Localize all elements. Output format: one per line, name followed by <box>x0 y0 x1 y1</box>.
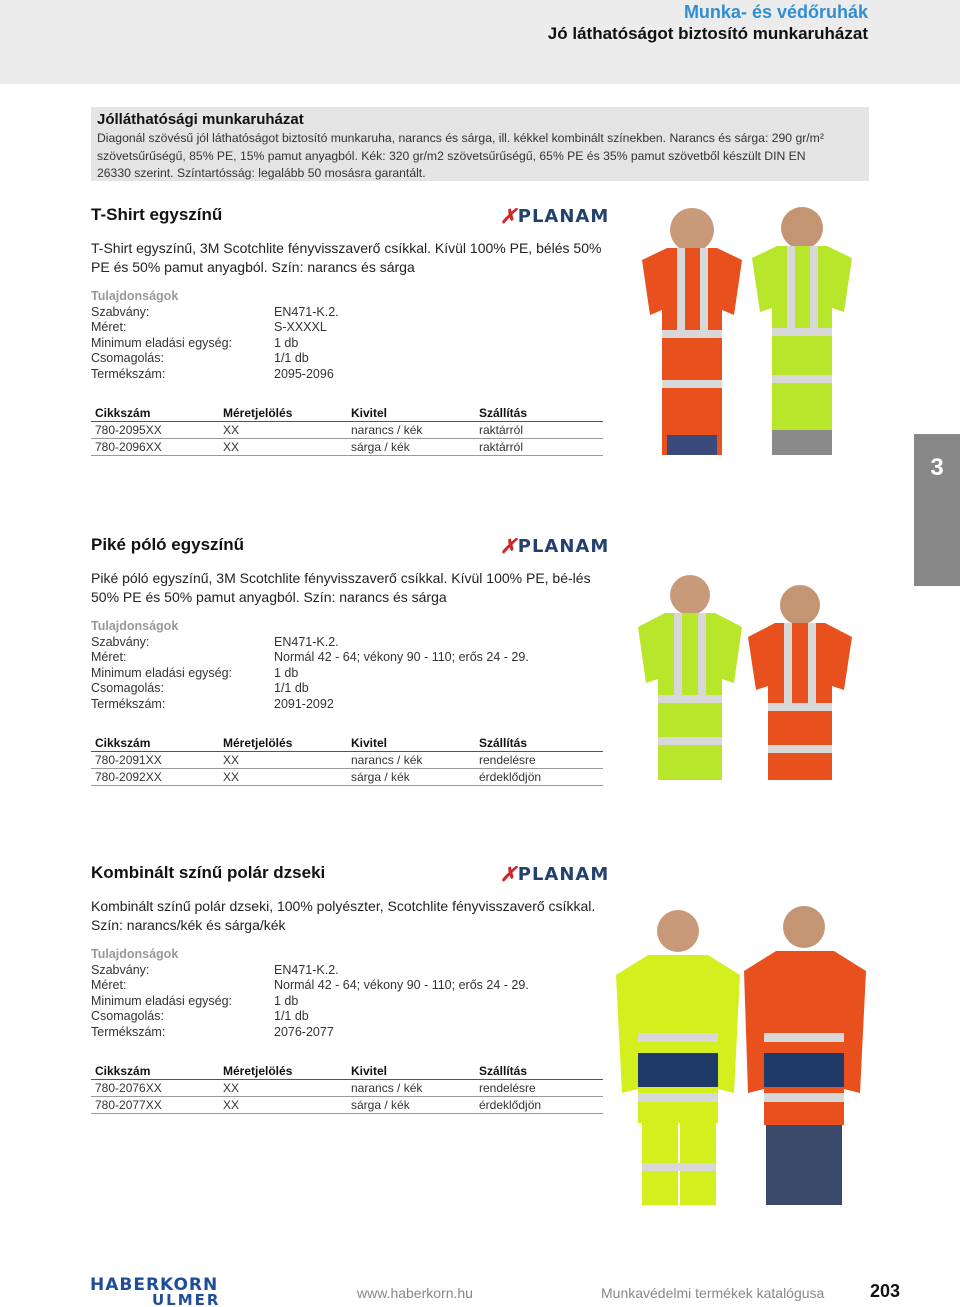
footer-url[interactable]: www.haberkorn.hu <box>357 1285 473 1301</box>
product-title: T-Shirt egyszínű <box>91 205 223 224</box>
planam-mark-icon: ✗ <box>500 863 517 886</box>
prop-standard: Szabvány: EN471-K.2. <box>91 304 339 319</box>
haberkorn-logo: HABERKORN ULMER <box>90 1275 221 1307</box>
planam-mark-icon: ✗ <box>500 205 517 228</box>
prop-min-unit: Minimum eladási egység: 1 db <box>91 993 299 1008</box>
prop-product-no: Termékszám: 2091-2092 <box>91 696 334 711</box>
product-title: Piké póló egyszínű <box>91 535 245 554</box>
planam-logo: ✗ PLANAM <box>500 205 610 228</box>
page-number: 203 <box>870 1281 901 1301</box>
prop-packaging: Csomagolás: 1/1 db <box>91 351 309 366</box>
intro-line: 26330 szerint. Színtartósság: legalább 50 mosásra garantált. <box>97 166 426 180</box>
properties <box>91 289 611 383</box>
properties-heading: Tulajdonságok <box>91 289 179 303</box>
prop-packaging: Csomagolás: 1/1 db <box>91 681 309 696</box>
prop-packaging: Csomagolás: 1/1 db <box>91 1009 309 1024</box>
table-header-row: Cikkszám Méretjelölés Kivitel Szállítás <box>91 405 603 422</box>
prop-size: Méret: Normál 42 - 64; vékony 90 - 110; erős 24 - 29. <box>91 978 529 993</box>
prop-min-unit: Minimum eladási egység: 1 db <box>91 335 299 350</box>
prop-standard: Szabvány: EN471-K.2. <box>91 634 339 649</box>
prop-size: Méret: S-XXXXL <box>91 320 327 335</box>
prop-product-no: Termékszám: 2095-2096 <box>91 366 334 381</box>
product-description: T-Shirt egyszínű, 3M Scotchlite fényvisszaverő csíkkal. Kívül 100% PE, bélés 50% PE és 50% pamut anyagból. Szín: narancs és sárga <box>91 240 602 275</box>
item-table <box>91 1063 603 1114</box>
properties-heading: Tulajdonságok <box>91 619 179 633</box>
table-row: 780-2096XX XX sárga / kék raktárról <box>91 438 603 455</box>
table-row: 780-2091XX XX narancs / kék rendelésre <box>91 751 603 768</box>
planam-logo: ✗ PLANAM <box>500 535 610 558</box>
fleece-jacket-photo <box>606 893 881 1205</box>
polo-photo <box>620 565 865 780</box>
page-footer <box>0 1265 960 1307</box>
tshirt-photo <box>622 200 872 455</box>
intro-line: Diagonál szövésű jól láthatóságot biztosító munkaruha, narancs és sárga, ill. kékkel kombinált színekben. Narancs és sárga: 290 gr/m² <box>97 131 824 145</box>
planam-mark-icon: ✗ <box>500 535 517 558</box>
chapter-tab: 3 <box>914 434 960 586</box>
prop-standard: Szabvány: EN471-K.2. <box>91 962 339 977</box>
table-row: 780-2076XX XX narancs / kék rendelésre <box>91 1079 603 1096</box>
page-header <box>0 0 960 84</box>
intro-title: Jólláthatósági munkaruházat <box>97 111 304 128</box>
table-row: 780-2092XX XX sárga / kék érdeklődjön <box>91 768 603 785</box>
item-table <box>91 405 603 456</box>
product-description: Piké póló egyszínű, 3M Scotchlite fényvisszaverő csíkkal. Kívül 100% PE, bé-lés 50% PE és 50% pamut anyagból. Szín: narancs és sárga <box>91 570 591 605</box>
prop-size: Méret: Normál 42 - 64; vékony 90 - 110; erős 24 - 29. <box>91 650 529 665</box>
product-title: Kombinált színű polár dzseki <box>91 863 326 882</box>
item-table <box>91 735 603 786</box>
category-title: Munka- és védőruhák <box>683 2 868 22</box>
product-description: Kombinált színű polár dzseki, 100% polyészter, Scotchlite fényvisszaverő csíkkal. Szín: narancs/kék és sárga/kék <box>91 898 596 933</box>
intro-box <box>91 107 869 181</box>
prop-min-unit: Minimum eladási egység: 1 db <box>91 665 299 680</box>
table-row: 780-2077XX XX sárga / kék érdeklődjön <box>91 1096 603 1113</box>
product-section-polo <box>91 535 611 786</box>
product-section-fleece <box>91 863 611 1114</box>
prop-product-no: Termékszám: 2076-2077 <box>91 1024 334 1039</box>
product-section-tshirt <box>91 205 611 456</box>
table-header-row: Cikkszám Méretjelölés Kivitel Szállítás <box>91 1063 603 1080</box>
planam-logo: ✗ PLANAM <box>500 863 610 886</box>
table-row: 780-2095XX XX narancs / kék raktárról <box>91 421 603 438</box>
properties <box>91 619 611 713</box>
footer-catalog-name: Munkavédelmi termékek katalógusa <box>601 1285 825 1301</box>
intro-line: szövetsűrűségű, 85% PE, 15% pamut anyagból. Kék: 320 gr/m2 szövetsűrűségű, 65% PE és 35% pamut szövetből készült DIN EN <box>97 148 806 163</box>
page-subtitle: Jó láthatóságot biztosító munkaruházat <box>547 24 868 43</box>
properties-heading: Tulajdonságok <box>91 947 179 961</box>
properties <box>91 947 611 1041</box>
table-header-row: Cikkszám Méretjelölés Kivitel Szállítás <box>91 735 603 752</box>
